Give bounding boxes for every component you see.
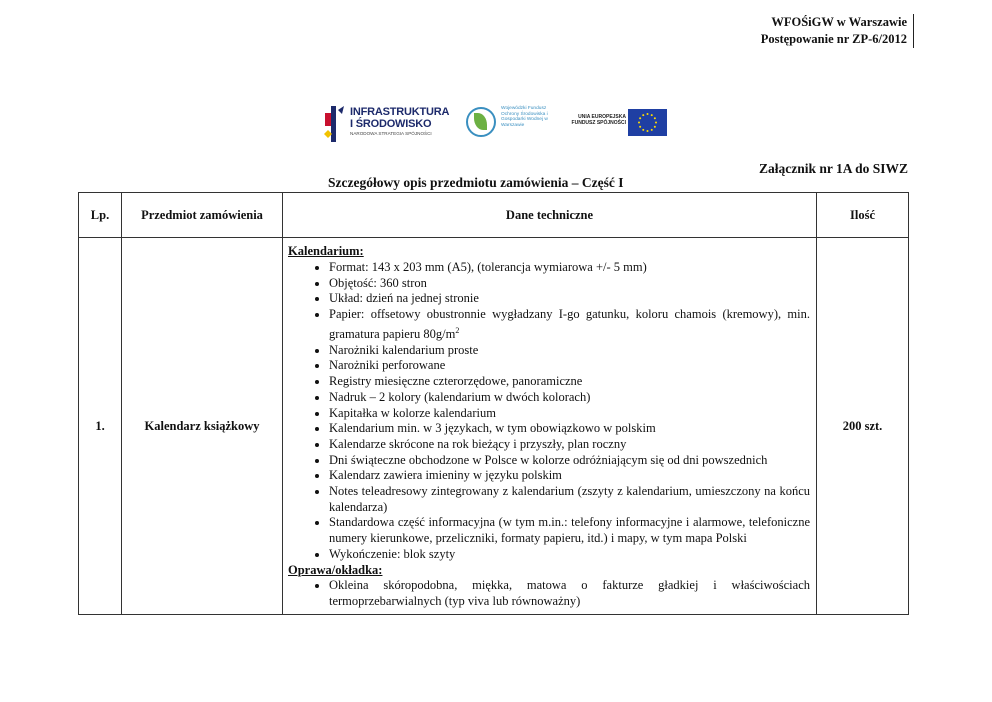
list-item: • Kalendarze skrócone na rok bieżący i przyszły, plan roczny xyxy=(329,437,810,453)
eu-star-icon xyxy=(638,122,640,124)
row-tech xyxy=(283,238,817,615)
list-item: • Notes teleadresowy zintegrowany z kalendarium (zszyty z kalendarium, umieszczony na końcu kalendarza) xyxy=(329,484,810,515)
specification-table xyxy=(78,192,909,615)
eu-text xyxy=(568,114,626,126)
eu-star-icon xyxy=(655,122,657,124)
table-row xyxy=(79,238,909,615)
list-item: • Format: 143 x 203 mm (A5), (tolerancja wymiarowa +/- 5 mm) xyxy=(329,260,810,276)
eu-logo xyxy=(568,109,668,139)
eu-star-icon xyxy=(647,130,649,132)
list-item: • Kalendarium min. w 3 językach, w tym obowiązkowo w polskim xyxy=(329,421,810,437)
eu-star-icon xyxy=(647,113,649,115)
wfosigw-text: Wojewódzki Fundusz Ochrony Środowiska i Gospodarki Wodnej w Warszawie xyxy=(501,106,548,128)
infra-line1: INFRASTRUKTURA xyxy=(350,106,450,118)
list-item: • Narożniki perforowane xyxy=(329,358,810,374)
institution-name: WFOŚiGW w Warszawie xyxy=(771,15,907,29)
list-item: • Kalendarz zawiera imieniny w języku polskim xyxy=(329,468,810,484)
header-subject: Przedmiot zamówienia xyxy=(122,193,283,238)
list-item: • Papier: offsetowy obustronnie wygładzany I-go gatunku, koloru chamois (kremowy), min. gramatura papieru $80g/m^2$ xyxy=(329,307,810,343)
infrastruktura-mark-icon xyxy=(322,104,346,144)
row-subject: Kalendarz książkowy xyxy=(122,238,283,615)
eu-star-icon xyxy=(639,117,641,119)
list-item: • Układ: dzień na jednej stronie xyxy=(329,291,810,307)
procedure-number: Postępowanie nr ZP-6/2012 xyxy=(760,32,907,46)
table-header-row xyxy=(79,193,909,238)
eu-star-icon xyxy=(654,126,656,128)
eu-star-icon xyxy=(642,114,644,116)
page-title: Szczegółowy opis przedmiotu zamówienia – Część I xyxy=(328,175,624,190)
list-item: • Objętość: 360 stron xyxy=(329,276,810,292)
header-lp: Lp. xyxy=(79,193,122,238)
list-item: • Registry miesięczne czterorzędowe, panoramiczne xyxy=(329,374,810,390)
eu-star-icon xyxy=(642,129,644,131)
infrastruktura-title xyxy=(350,106,449,130)
eu-star-icon xyxy=(654,117,656,119)
row-lp: 1. xyxy=(79,238,122,615)
infra-subtitle: NARODOWA STRATEGIA SPÓJNOŚCI xyxy=(350,131,432,136)
superscript: 2 xyxy=(455,325,460,335)
eu-star-icon xyxy=(639,126,641,128)
list-item: • Okleina skóropodobna, miękka, matowa o fakturze gładkiej i właściwościach termoprzebarwialnych (typ viva lub równoważny) xyxy=(329,578,810,609)
attachment-label: Załącznik nr 1A do SIWZ xyxy=(758,161,908,176)
section-kalendarium: Kalendarium: xyxy=(288,244,364,259)
wfosigw-logo xyxy=(466,100,566,148)
section-oprawa: Oprawa/okładka: xyxy=(288,562,383,577)
eu-line2: FUNDUSZ SPÓJNOŚCI xyxy=(571,120,626,126)
logo-strip xyxy=(322,100,667,148)
header-qty: Ilość xyxy=(817,193,909,238)
list-item: • Dni świąteczne obchodzone w Polsce w kolorze odróżniającym się od dni powszednich xyxy=(329,453,810,469)
oprawa-list xyxy=(288,578,810,609)
list-item: • Narożniki kalendarium proste xyxy=(329,343,810,359)
list-item: • Standardowa część informacyjna (w tym m.in.: telefony informacyjne i alarmowe, telefoniczne numery kierunkowe, przeliczniki, formaty papieru, itd.) i mapy, w tym mapa Polski xyxy=(329,515,810,546)
eu-star-icon xyxy=(651,129,653,131)
list-item: • Kapitałka w kolorze kalendarium xyxy=(329,406,810,422)
list-item: • Nadruk – 2 kolory (kalendarium w dwóch kolorach) xyxy=(329,390,810,406)
eu-flag-icon xyxy=(628,109,667,136)
row-qty: 200 szt. xyxy=(817,238,909,615)
kalendarium-list xyxy=(288,260,810,563)
eu-star-icon xyxy=(651,114,653,116)
list-item: • Wykończenie: blok szyty xyxy=(329,547,810,563)
infrastruktura-logo xyxy=(322,102,450,146)
header-tech: Dane techniczne xyxy=(283,193,817,238)
infra-line2: I ŚRODOWISKO xyxy=(350,118,432,130)
document-header xyxy=(761,14,914,48)
eu-line1: UNIA EUROPEJSKA xyxy=(578,114,626,120)
